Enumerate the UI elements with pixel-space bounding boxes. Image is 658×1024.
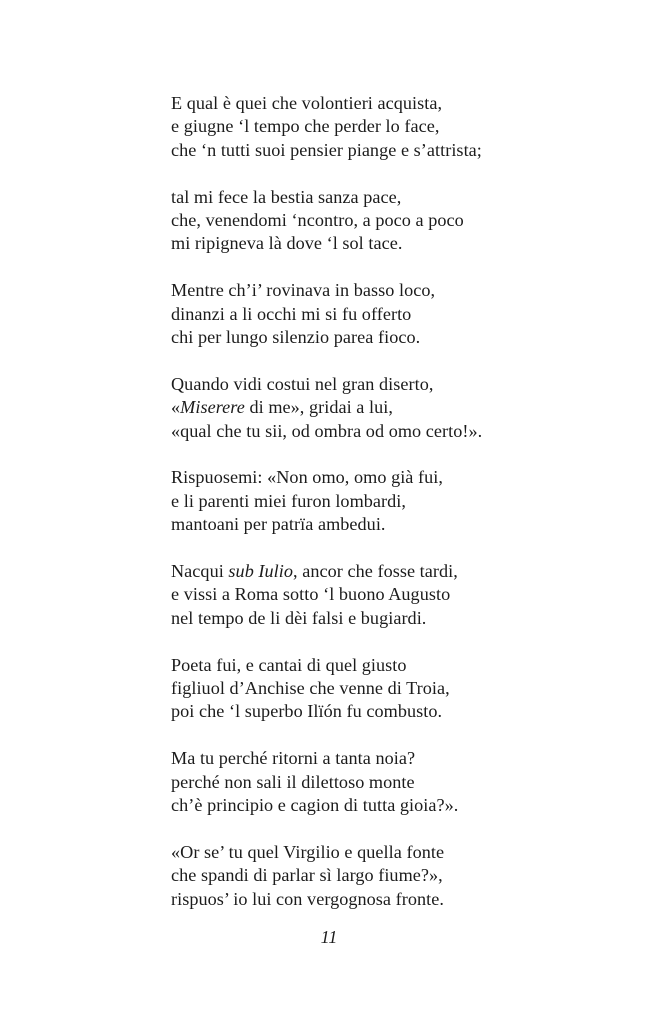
verse-line xyxy=(171,560,631,583)
verse-text: dinanzi a li occhi mi si fu offerto xyxy=(171,303,412,324)
verse-line xyxy=(171,326,631,349)
verse-text: Rispuosemi: «Non omo, omo già fui, xyxy=(171,467,443,488)
verse-text: che ‘n tutti suoi pensier piange e s’attrista; xyxy=(171,139,482,160)
stanza xyxy=(171,747,631,817)
verse-line xyxy=(171,864,631,887)
verse-text: Poeta fui, e cantai di quel giusto xyxy=(171,654,407,675)
verse-text: «qual che tu sii, od ombra od omo certo!». xyxy=(171,420,483,441)
verse-text: « xyxy=(171,397,181,418)
verse-line xyxy=(171,92,631,115)
verse-text: Mentre ch’i’ rovinava in basso loco, xyxy=(171,280,436,301)
verse-text: E qual è quei che volontieri acquista, xyxy=(171,93,443,113)
verse-text: tal mi fece la bestia sanza pace, xyxy=(171,186,402,207)
verse-line xyxy=(171,373,631,396)
verse-text: che, venendomi ‘ncontro, a poco a poco xyxy=(171,210,464,231)
verse-line xyxy=(171,677,631,700)
verse-line xyxy=(171,771,631,794)
verse-text: Ma tu perché ritorni a tanta noia? xyxy=(171,748,416,769)
verse-line xyxy=(171,186,631,209)
verse-text: chi per lungo silenzio parea fioco. xyxy=(171,327,421,348)
verse-line xyxy=(171,115,631,138)
verse-line xyxy=(171,513,631,536)
italic-text: sub Iulio xyxy=(228,561,294,582)
verse-text: che spandi di parlar sì largo fiume?», xyxy=(171,865,443,886)
stanza xyxy=(171,186,631,256)
verse-line xyxy=(171,303,631,326)
verse-line xyxy=(171,209,631,232)
verse-text: perché non sali il dilettoso monte xyxy=(171,771,415,792)
stanza xyxy=(171,466,631,536)
verse-line xyxy=(171,888,631,911)
verse-text: figliuol d’Anchise che venne di Troia, xyxy=(171,678,450,699)
verse-line xyxy=(171,279,631,302)
verse-text: Quando vidi costui nel gran diserto, xyxy=(171,373,434,394)
verse-line xyxy=(171,794,631,817)
italic-text: Miserere xyxy=(180,397,245,418)
verse-line xyxy=(171,747,631,770)
verse-text: e vissi a Roma sotto ‘l buono Augusto xyxy=(171,584,451,605)
verse-line xyxy=(171,396,631,419)
verse-line xyxy=(171,466,631,489)
page-number: 11 xyxy=(320,927,338,947)
verse-text: «Or se’ tu quel Virgilio e quella fonte xyxy=(171,841,445,862)
verse-text: , ancor che fosse tardi, xyxy=(293,561,458,582)
verse-text: nel tempo de li dèi falsi e bugiardi. xyxy=(171,607,427,628)
verse-text: ch’è principio e cagion di tutta gioia?». xyxy=(171,795,459,816)
stanza xyxy=(171,841,631,911)
verse-text: e giugne ‘l tempo che perder lo face, xyxy=(171,116,440,137)
stanza xyxy=(171,373,631,443)
verse-line xyxy=(171,420,631,443)
verse-text: poi che ‘l superbo Ilïón fu combusto. xyxy=(171,701,443,722)
verse-line xyxy=(171,841,631,864)
verse-line xyxy=(171,232,631,255)
verse-line xyxy=(171,700,631,723)
verse-text: di me», gridai a lui, xyxy=(244,397,393,418)
verse-line xyxy=(171,654,631,677)
stanza xyxy=(171,560,631,630)
verse-text: Nacqui xyxy=(171,561,229,582)
stanza xyxy=(171,92,631,162)
poem-body xyxy=(171,92,631,934)
verse-text: mantoani per patrïa ambedui. xyxy=(171,514,386,535)
verse-line xyxy=(171,490,631,513)
verse-line xyxy=(171,583,631,606)
verse-text: e li parenti miei furon lombardi, xyxy=(171,490,406,511)
verse-line xyxy=(171,607,631,630)
verse-text: mi ripigneva là dove ‘l sol tace. xyxy=(171,233,403,254)
verse-text: rispuos’ io lui con vergognosa fronte. xyxy=(171,888,444,909)
verse-line xyxy=(171,139,631,162)
stanza xyxy=(171,654,631,724)
stanza xyxy=(171,279,631,349)
